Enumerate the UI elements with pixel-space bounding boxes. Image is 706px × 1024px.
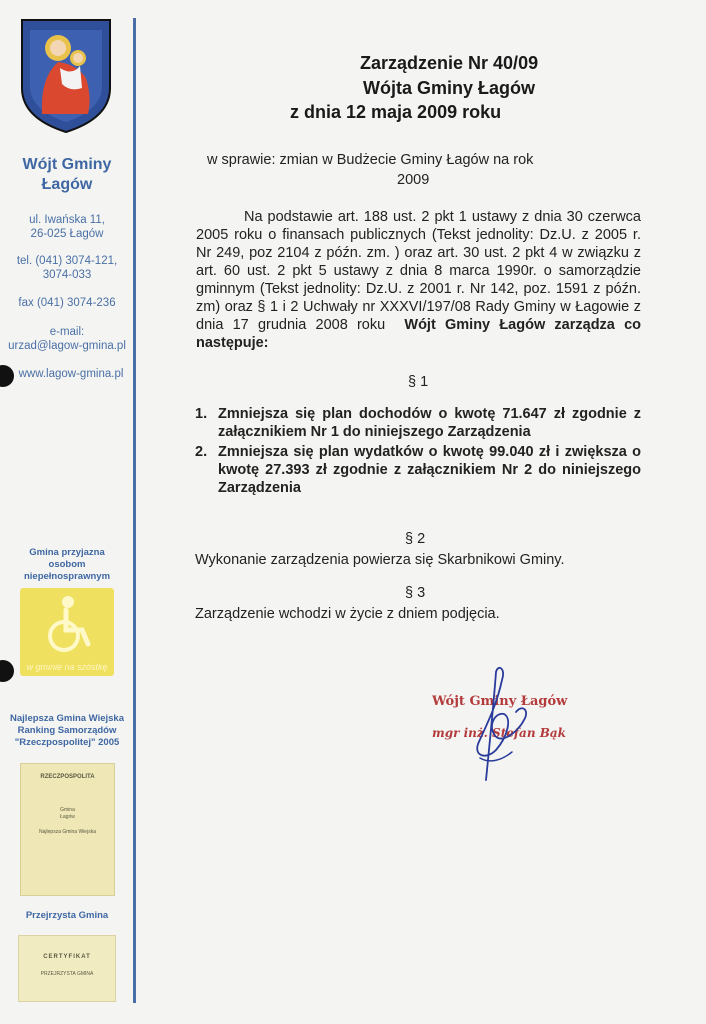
website-link[interactable]: www.lagow-gmina.pl	[18, 368, 124, 380]
doc-title-line1: Zarządzenie Nr 40/09	[360, 53, 539, 73]
section3-heading: § 3	[405, 585, 426, 601]
preamble-bold: Wójt Gminy Łagów zarządza co następuje:	[196, 317, 641, 351]
cert1-line1: Gmina	[60, 807, 75, 813]
email-label: e-mail:	[49, 326, 85, 338]
stamp-line1: Wójt Gminy Łagów	[432, 694, 568, 709]
item1-number: 1.	[195, 406, 208, 422]
award2-line2: Ranking Samorządów	[17, 725, 117, 736]
award1-line2: osobom	[48, 559, 86, 570]
punch-hole-icon	[0, 660, 14, 682]
award1-line1: Gmina przyjazna	[29, 547, 105, 558]
item2-number: 2.	[195, 444, 208, 460]
accessibility-caption: w gminie na szóstkę	[26, 662, 108, 672]
item2-text: Zmniejsza się plan wydatków o kwotę 99.040 zł i zwiększa o kwotę 27.393 zł zgodnie z załącznikiem Nr 2 do niniejszego Zarządzenia	[218, 444, 641, 496]
award1-line3: niepełnosprawnym	[23, 571, 111, 582]
sidebar	[0, 0, 134, 1024]
preamble-paragraph	[196, 208, 641, 352]
preamble-text: Na podstawie art. 188 ust. 2 pkt 1 ustawy z dnia 30 czerwca 2005 roku o finansach publicznych (Tekst jednolity: Dz.U. z 2005 r. Nr 249, poz 2104 z późn. zm. ) oraz art. 30 ust. 2 pkt 4 w związku z art. 60 ust. 2 pkt 5 ustawy z dnia 8 marca 1990r. o samorządzie gminnym (Tekst jednolity: Dz.U. z 2001 r. Nr 142, poz. 1591 z późn. zm) oraz § 1 i 2 Uchwały nr XXXVI/197/08 Rady Gminy w Łagowie z dnia 17 grudnia 2008 roku	[196, 209, 641, 333]
address-line2: 26-025 Łagów	[30, 228, 104, 240]
address-line1: ul. Iwańska 11,	[29, 214, 105, 226]
cert2-sub: PRZEJRZYSTA GMINA	[40, 971, 94, 977]
section2-heading: § 2	[405, 531, 426, 547]
stamp-line2: mgr inż. Stefan Bąk	[432, 726, 566, 740]
cert1-line3: Najlepsza Gmina Wiejska	[39, 829, 96, 835]
ranking-certificate-image	[20, 763, 115, 896]
award2-line3: "Rzeczpospolitej" 2005	[14, 737, 120, 748]
tel-line1: tel. (041) 3074-121,	[16, 255, 118, 267]
award3-line1: Przejrzysta Gmina	[25, 910, 109, 921]
subject-line1: w sprawie: zmian w Budżecie Gminy Łagów na rok	[207, 152, 534, 168]
section2-text: Wykonanie zarządzenia powierza się Skarbnikowi Gminy.	[195, 552, 565, 568]
accessibility-badge	[20, 588, 114, 676]
wheelchair-icon	[20, 588, 114, 658]
sidebar-title-line1: Wójt Gminy	[22, 156, 112, 173]
coat-of-arms-icon	[20, 18, 112, 134]
cert1-header: RZECZPOSPOLITA	[40, 774, 95, 780]
sidebar-divider	[133, 18, 136, 1003]
sidebar-title-line2: Łagów	[41, 176, 93, 193]
email-link[interactable]: urzad@lagow-gmina.pl	[8, 340, 126, 352]
cert1-line2: Łagów	[60, 814, 75, 820]
section1-heading: § 1	[408, 374, 429, 390]
cert2-title: CERTYFIKAT	[43, 954, 91, 960]
subject-line2: 2009	[397, 172, 430, 188]
fax-line: fax (041) 3074-236	[18, 297, 116, 309]
handwritten-signature	[446, 660, 566, 790]
section3-text: Zarządzenie wchodzi w życie z dniem podjęcia.	[195, 606, 500, 622]
doc-title-line3: z dnia 12 maja 2009 roku	[290, 102, 502, 122]
tel-line2: 3074-033	[42, 269, 92, 281]
award2-line1: Najlepsza Gmina Wiejska	[10, 713, 124, 724]
doc-title-line2: Wójta Gminy Łagów	[363, 78, 536, 98]
transparency-certificate-image	[18, 935, 116, 1002]
item1-text: Zmniejsza się plan dochodów o kwotę 71.647 zł zgodnie z załącznikiem Nr 1 do niniejszego Zarządzenia	[218, 406, 641, 440]
